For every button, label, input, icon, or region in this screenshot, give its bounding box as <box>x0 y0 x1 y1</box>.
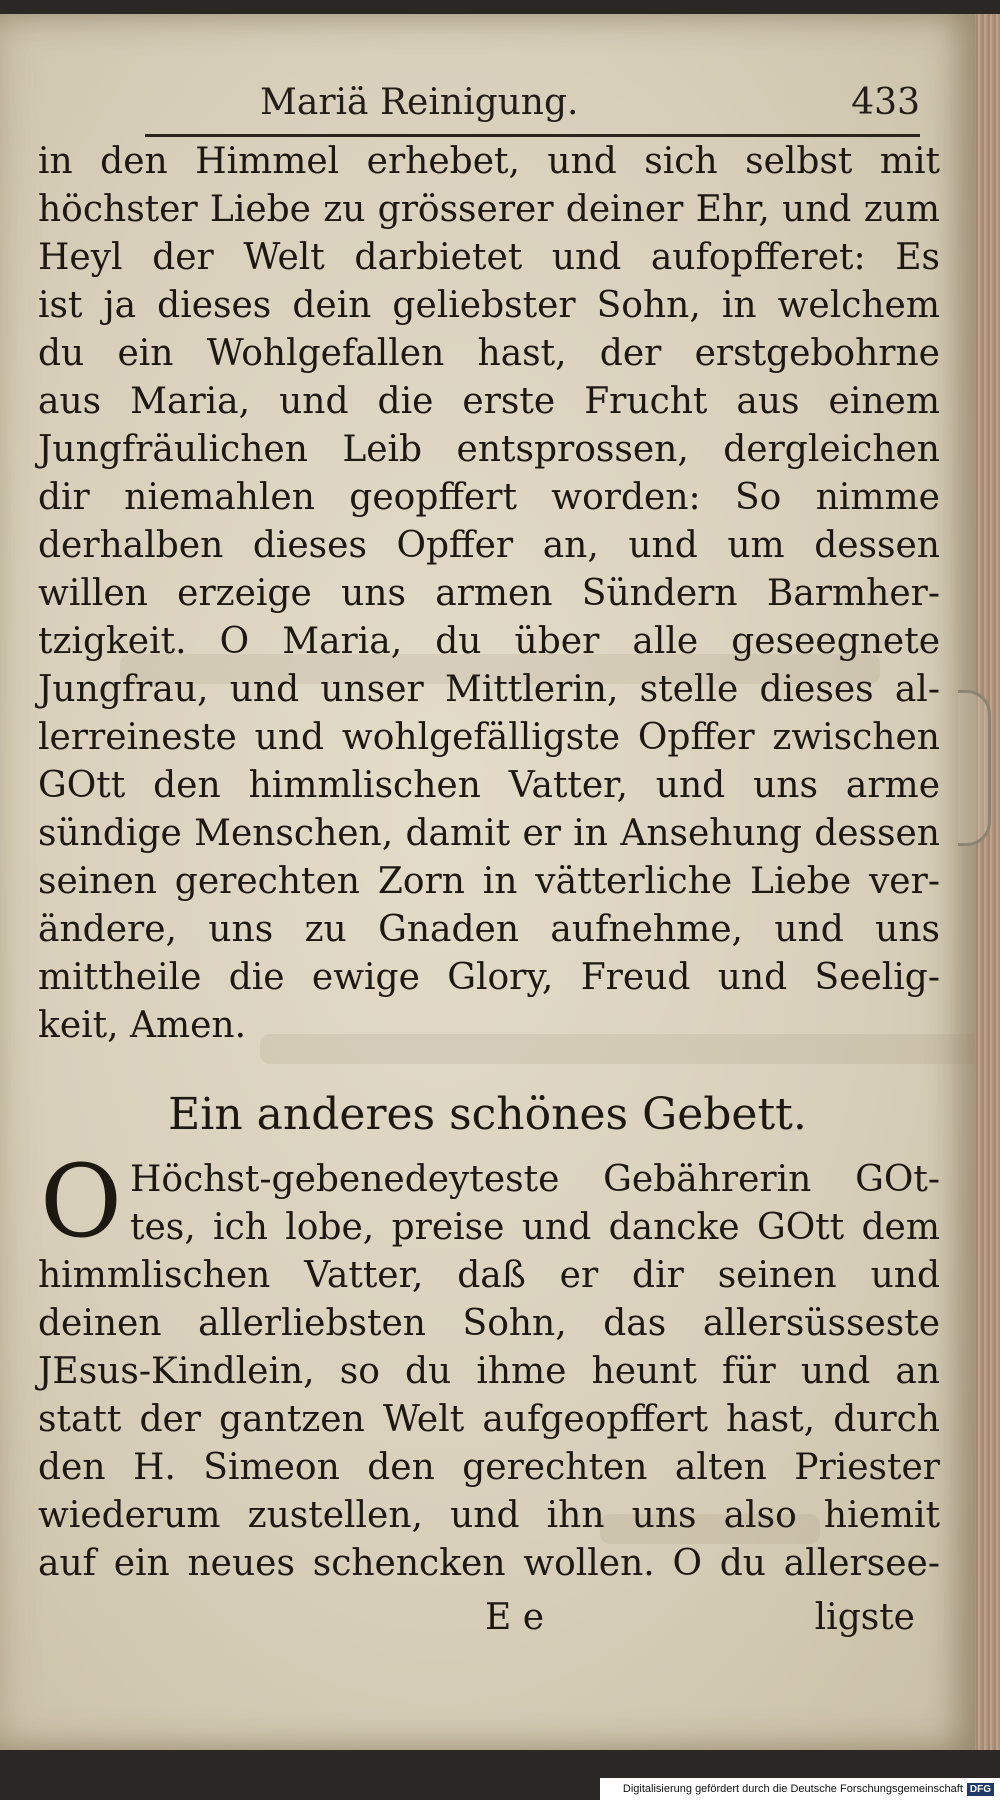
text-line: willen erzeige uns armen Sündern Barmher- <box>38 573 940 614</box>
signature-mark: E e <box>485 1597 545 1638</box>
text-line: aus Maria, und die erste Frucht aus einem <box>38 381 940 422</box>
text-line: sündige Menschen, damit er in Ansehung dessen <box>38 813 940 854</box>
section-heading: Ein anderes schönes Gebett. <box>168 1089 807 1140</box>
text-line: tzigkeit. O Maria, du über alle geseegnete <box>38 621 940 662</box>
text-line: mittheile die ewige Glory, Freud und Seelig- <box>38 957 940 998</box>
text-line: wiederum zustellen, und ihn uns also hiemit <box>38 1495 940 1536</box>
catchword: ligste <box>814 1597 915 1638</box>
text-line: in den Himmel erhebet, und sich selbst mit <box>38 141 940 182</box>
text-line: keit, Amen. <box>38 1005 247 1046</box>
running-head <box>140 82 920 132</box>
page-clip <box>958 690 991 846</box>
text-line: JEsus-Kindlein, so du ihme heunt für und an <box>38 1351 940 1392</box>
text-line: ist ja dieses dein geliebster Sohn, in welchem <box>38 285 940 326</box>
drop-cap: O <box>40 1143 122 1260</box>
text-line: den H. Simeon den gerechten alten Priester <box>38 1447 940 1488</box>
text-line: Heyl der Welt darbietet und aufopfferet: Es <box>38 237 940 278</box>
text-line: GOtt den himmlischen Vatter, und uns arme <box>38 765 940 806</box>
text-line: seinen gerechten Zorn in vätterliche Liebe ver- <box>38 861 940 902</box>
dfg-logo: DFG <box>967 1783 994 1796</box>
text-line: auf ein neues schencken wollen. O du allersee- <box>38 1543 940 1584</box>
paper-page <box>0 14 975 1750</box>
text-line: Jungfrau, und unser Mittlerin, stelle dieses al- <box>38 669 940 710</box>
text-line: tes, ich lobe, preise und dancke GOtt dem <box>130 1207 940 1248</box>
text-line: deinen allerliebsten Sohn, das allersüsseste <box>38 1303 940 1344</box>
page-title: Mariä Reinigung. <box>260 82 579 123</box>
text-line: du ein Wohlgefallen hast, der erstgebohrne <box>38 333 940 374</box>
text-line: dir niemahlen geopffert worden: So nimme <box>38 477 940 518</box>
text-line: Jungfräulichen Leib entsprossen, dergleichen <box>38 429 940 470</box>
text-line: ändere, uns zu Gnaden aufnehme, und uns <box>38 909 940 950</box>
text-line: statt der gantzen Welt aufgeopffert hast, durch <box>38 1399 940 1440</box>
page-number: 433 <box>851 82 920 123</box>
credit-text: Digitalisierung gefördert durch die Deutsche Forschungsgemeinschaft <box>622 1783 963 1795</box>
text-line: höchster Liebe zu grösserer deiner Ehr, und zum <box>38 189 940 230</box>
text-line: derhalben dieses Opffer an, und um dessen <box>38 525 940 566</box>
digitization-credit <box>600 1778 1000 1800</box>
page-edges <box>975 14 1000 1750</box>
text-line: lerreineste und wohlgefälligste Opffer zwischen <box>38 717 940 758</box>
text-line: Höchst-gebenedeyteste Gebährerin GOt- <box>130 1159 940 1200</box>
text-line: himmlischen Vatter, daß er dir seinen und <box>38 1255 940 1296</box>
header-rule <box>145 134 920 137</box>
